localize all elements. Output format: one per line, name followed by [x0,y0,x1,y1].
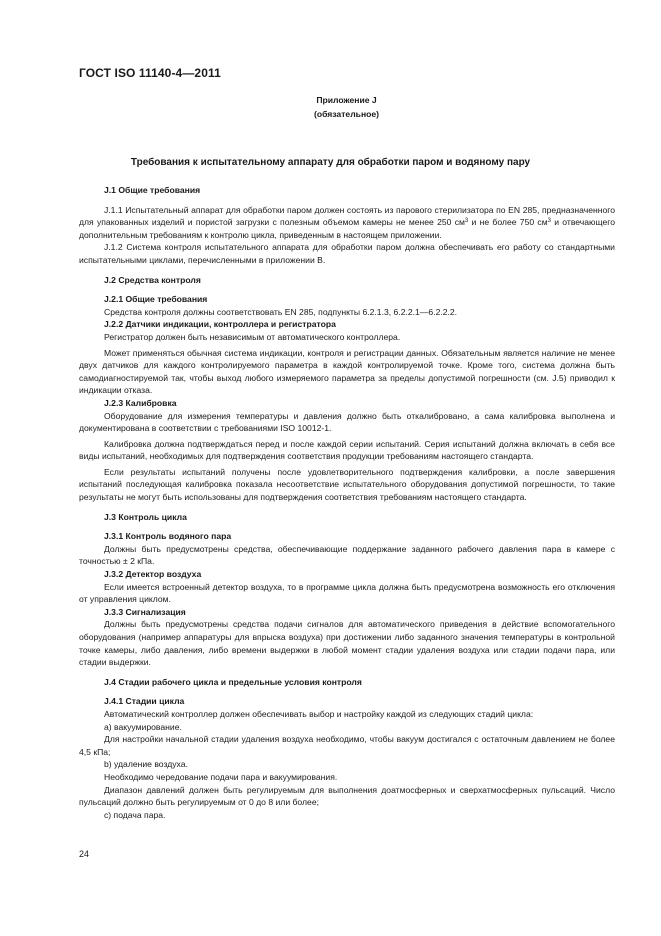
page-title: Требования к испытательному аппарату для обработки паром и водяному пару [130,157,531,168]
document-body [79,184,615,821]
superscript: 3 [547,218,551,225]
paragraph-j2-1: Средства контроля должны соответствовать EN 285, подпункты 6.2.1.3, 6.2.2.1—6.2.2.2. [104,306,458,317]
paragraph-j4-2: Для настройки начальной стадии удаления воздуха необходимо, чтобы вакуум достигался с остаточным давлением не более 4,5 кПа; [79,734,615,757]
paragraph-j4-1: Автоматический контроллер должен обеспечивать выбор и настройку каждой из следующих стадий цикла: [104,708,534,719]
text-fragment: J.1.1 Испытательный аппарат для обработки паром должен состоять из парового стерилизатора по EN 285, предназначенного для упакованных изделий и пористой загрузки с полезным объемом камеры не менее 250 см [79,204,615,228]
paragraph-j1-1 [79,204,615,242]
standard-header: ГОСТ ISO 11140-4—2011 [79,66,221,80]
section-heading-j2: J.2 Средства контроля [104,274,201,285]
section-heading-j4: J.4 Стадии рабочего цикла и предельные условия контроля [104,676,362,687]
subsection-heading-j3-3: J.3.3 Сигнализация [104,606,186,617]
subsection-heading-j2-1: J.2.1 Общие требования [104,294,208,305]
subsection-heading-j2-3: J.2.3 Калибровка [104,397,177,408]
subsection-heading-j4-1: J.4.1 Стадии цикла [104,696,185,707]
subsection-heading-j3-2: J.3.2 Детектор воздуха [104,569,202,580]
subsection-heading-j2-2: J.2.2 Датчики индикации, контроллера и регистратора [104,319,336,330]
paragraph-j2-3a: Оборудование для измерения температуры и давления должно быть откалибровано, а сама калибровка выполнена и документирована в соответствии с требованиями ISO 10012-1. [79,410,615,434]
superscript: 3 [464,218,469,225]
paragraph-j1-2: J.1.2 Система контроля испытательного аппарата для обработки паром должна обеспечивать его работу со стандартными испытательными циклами, перечисленными в приложении B. [79,242,615,265]
paragraph-j4-4: Диапазон давлений должен быть регулируемым для выполнения доатмосферных и сверхатмосферных пульсаций. Число пульсаций должно быть регулируемым от 0 до 8 или более; [79,784,615,808]
list-item-c: c) подача пара. [104,809,166,820]
list-item-a: a) вакуумирование. [104,721,182,732]
appendix-type: (обязательное) [313,109,380,119]
paragraph-j2-3c: Если результаты испытаний получены после удовлетворительного подтверждения калибровки, а после завершения испытаний последующая калибровка показала несоответствие испытательного оборудования допустимой погрешности, то такие результаты не могут быть использованы для подтверждения соответствия требованиям настоящего стандарта. [79,466,615,503]
paragraph-j3-3: Должны быть предусмотрены средства подачи сигналов для автоматического приведения в действие вспомогательного оборудования (например аппаратуры для впрыска воздуха) при достижении либо заданного значения температуры в контрольной точке камеры, либо давления, либо времени выдержки в любой момент стадии удаления воздуха или стадии подачи пара, или стадии выдержки. [79,619,615,668]
paragraph-j3-1: Должны быть предусмотрены средства, обеспечивающие поддержание заданного рабочего давления пара в камере с точностью ± 2 кПа. [79,543,615,567]
paragraph-j4-3: Необходимо чередование подачи пара и вакуумирования. [104,771,338,782]
section-heading-j3: J.3 Контроль цикла [104,511,187,522]
paragraph-j2-2b: Может применяться обычная система индикации, контроля и регистрации данных. Обязательным является наличие не менее двух датчиков для каждого контролируемого параметра в каждой контролируемой точке. Кроме того, система должна быть самодиагностируемой так, чтобы выход любого измеряемого параметра за пределы допустимой погрешности (см. J.5) приводил к индикации отказа. [79,347,615,396]
text-fragment: и не более 750 см [468,217,548,228]
appendix-title: Приложение J [316,95,377,105]
paragraph-j2-2a: Регистратор должен быть независимым от автоматического контроллера. [104,331,401,342]
paragraph-j2-3b: Калибровка должна подтверждаться перед и после каждой серии испытаний. Серия испытаний должна включать в себя все виды испытаний, необходимых для подтверждения соответствия продукции требованиям настоящего стандарта. [79,438,615,462]
list-item-b: b) удаление воздуха. [104,759,188,770]
text-fragment: и отвечающего дополнительным требованиям к контролю цикла, приведенным в настоящем приложении. [79,217,615,240]
paragraph-j3-2: Если имеется встроенный детектор воздуха, то в программе цикла должна быть предусмотрена возможность его отключения от управления циклом. [79,581,615,605]
page-number: 24 [79,849,90,859]
section-heading-j1: J.1 Общие требования [104,185,201,195]
subsection-heading-j3-1: J.3.1 Контроль водяного пара [104,531,232,542]
